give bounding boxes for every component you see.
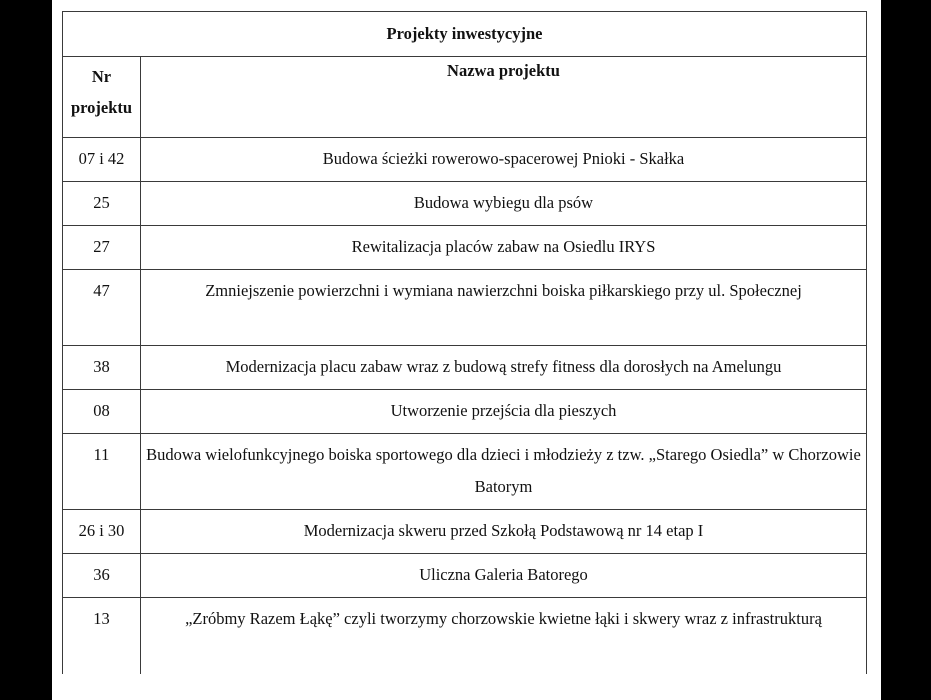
cell-nr: 38 xyxy=(63,346,141,390)
table-row xyxy=(63,390,867,434)
header-nr: Nr projektu xyxy=(63,57,141,138)
table-title: Projekty inwestycyjne xyxy=(63,12,867,57)
table-row xyxy=(63,554,867,598)
cell-nr: 27 xyxy=(63,226,141,270)
table-row xyxy=(63,434,867,510)
table-row xyxy=(63,598,867,674)
table-row xyxy=(63,346,867,390)
table-row xyxy=(63,270,867,346)
cell-name: „Zróbmy Razem Łąkę” czyli tworzymy chorzowskie kwietne łąki i skwery wraz z infrastrukturą xyxy=(141,598,867,674)
table-row xyxy=(63,226,867,270)
cell-name: Budowa wybiegu dla psów xyxy=(141,182,867,226)
cell-nr: 25 xyxy=(63,182,141,226)
projects-table xyxy=(62,11,867,674)
table-row xyxy=(63,182,867,226)
cell-nr: 07 i 42 xyxy=(63,138,141,182)
table-header-row xyxy=(63,57,867,138)
header-name: Nazwa projektu xyxy=(141,57,867,138)
cell-nr: 47 xyxy=(63,270,141,346)
cell-name: Modernizacja placu zabaw wraz z budową strefy fitness dla dorosłych na Amelungu xyxy=(141,346,867,390)
table-title-row xyxy=(63,12,867,57)
cell-name: Rewitalizacja placów zabaw na Osiedlu IRYS xyxy=(141,226,867,270)
cell-nr: 13 xyxy=(63,598,141,674)
cell-name: Uliczna Galeria Batorego xyxy=(141,554,867,598)
table-row xyxy=(63,510,867,554)
cell-nr: 36 xyxy=(63,554,141,598)
cell-name: Budowa wielofunkcyjnego boiska sportowego dla dzieci i młodzieży z tzw. „Starego Osiedla” w Chorzowie Batorym xyxy=(141,434,867,510)
cell-nr: 08 xyxy=(63,390,141,434)
cell-name: Modernizacja skweru przed Szkołą Podstawową nr 14 etap I xyxy=(141,510,867,554)
cell-name: Budowa ścieżki rowerowo-spacerowej Pnioki - Skałka xyxy=(141,138,867,182)
document-page xyxy=(52,0,881,700)
cell-nr: 26 i 30 xyxy=(63,510,141,554)
cell-nr: 11 xyxy=(63,434,141,510)
table-row xyxy=(63,138,867,182)
cell-name: Zmniejszenie powierzchni i wymiana nawierzchni boiska piłkarskiego przy ul. Społecznej xyxy=(141,270,867,346)
cell-name: Utworzenie przejścia dla pieszych xyxy=(141,390,867,434)
